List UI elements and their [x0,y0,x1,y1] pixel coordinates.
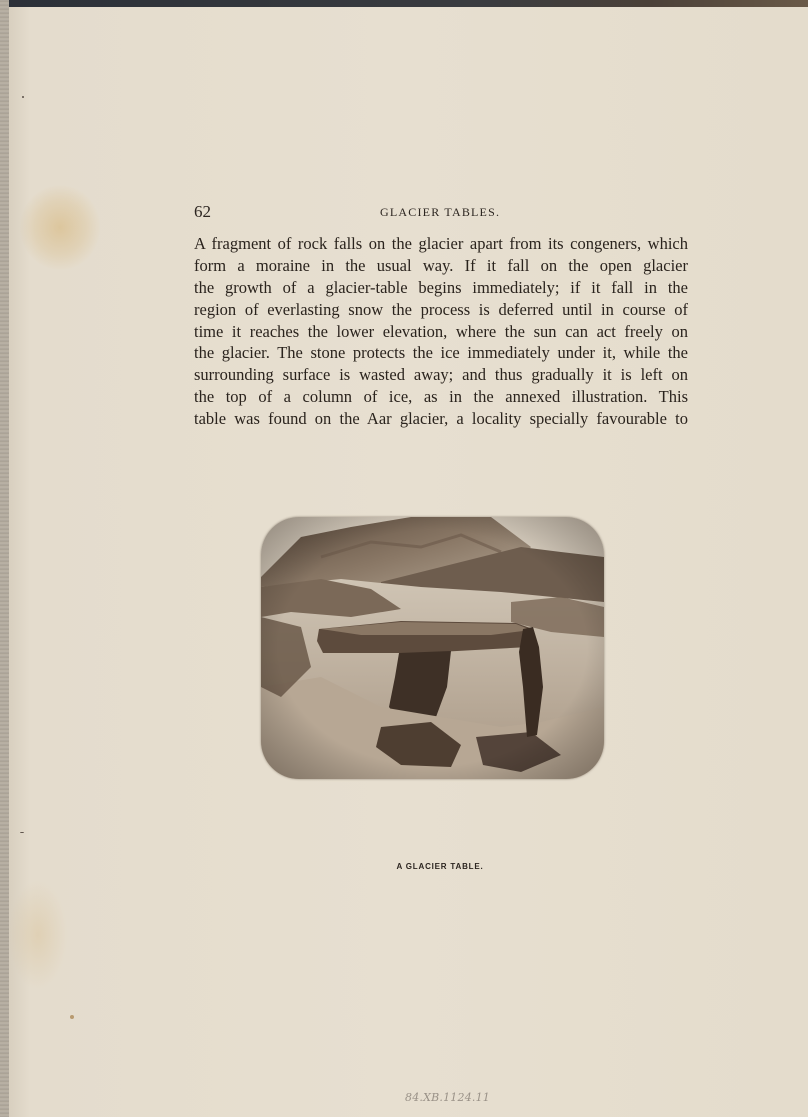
photo-vignette [261,517,604,779]
glacier-table-photograph [261,517,604,779]
text-line: region of everlasting snow the process is deferred until in course of [194,299,688,319]
figure-caption: A GLACIER TABLE. [396,862,484,871]
text-line: table was found on the Aar glacier, a locality specially favourable to [194,409,688,429]
paper-speck [20,832,24,833]
running-head: GLACIER TABLES. [380,205,501,219]
text-line: form a moraine in the usual way. If it fall on the open glacier [194,255,688,275]
text-line: surrounding surface is wasted away; and thus gradually it is left on [194,365,688,385]
text-line: time it reaches the lower elevation, where the sun can act freely on [194,321,688,341]
foxing-stain [8,880,68,990]
page-header [194,202,688,224]
foxing-stain [20,185,100,270]
paper-speck [22,96,24,98]
text-line: the growth of a glacier-table begins immediately; if it fall in the [194,277,688,297]
text-line: A fragment of rock falls on the glacier apart from its congeners, which [194,234,688,253]
binding-edge [0,0,9,1117]
text-line: the top of a column of ice, as in the annexed illustration. This [194,387,688,407]
text-line: the glacier. The stone protects the ice immediately under it, while the [194,343,688,363]
book-cover-edge [0,0,808,7]
body-paragraph [194,233,688,430]
page-number: 62 [194,202,211,221]
paper-speck [70,1015,74,1019]
accession-number: 84.XB.1124.11 [405,1091,490,1104]
